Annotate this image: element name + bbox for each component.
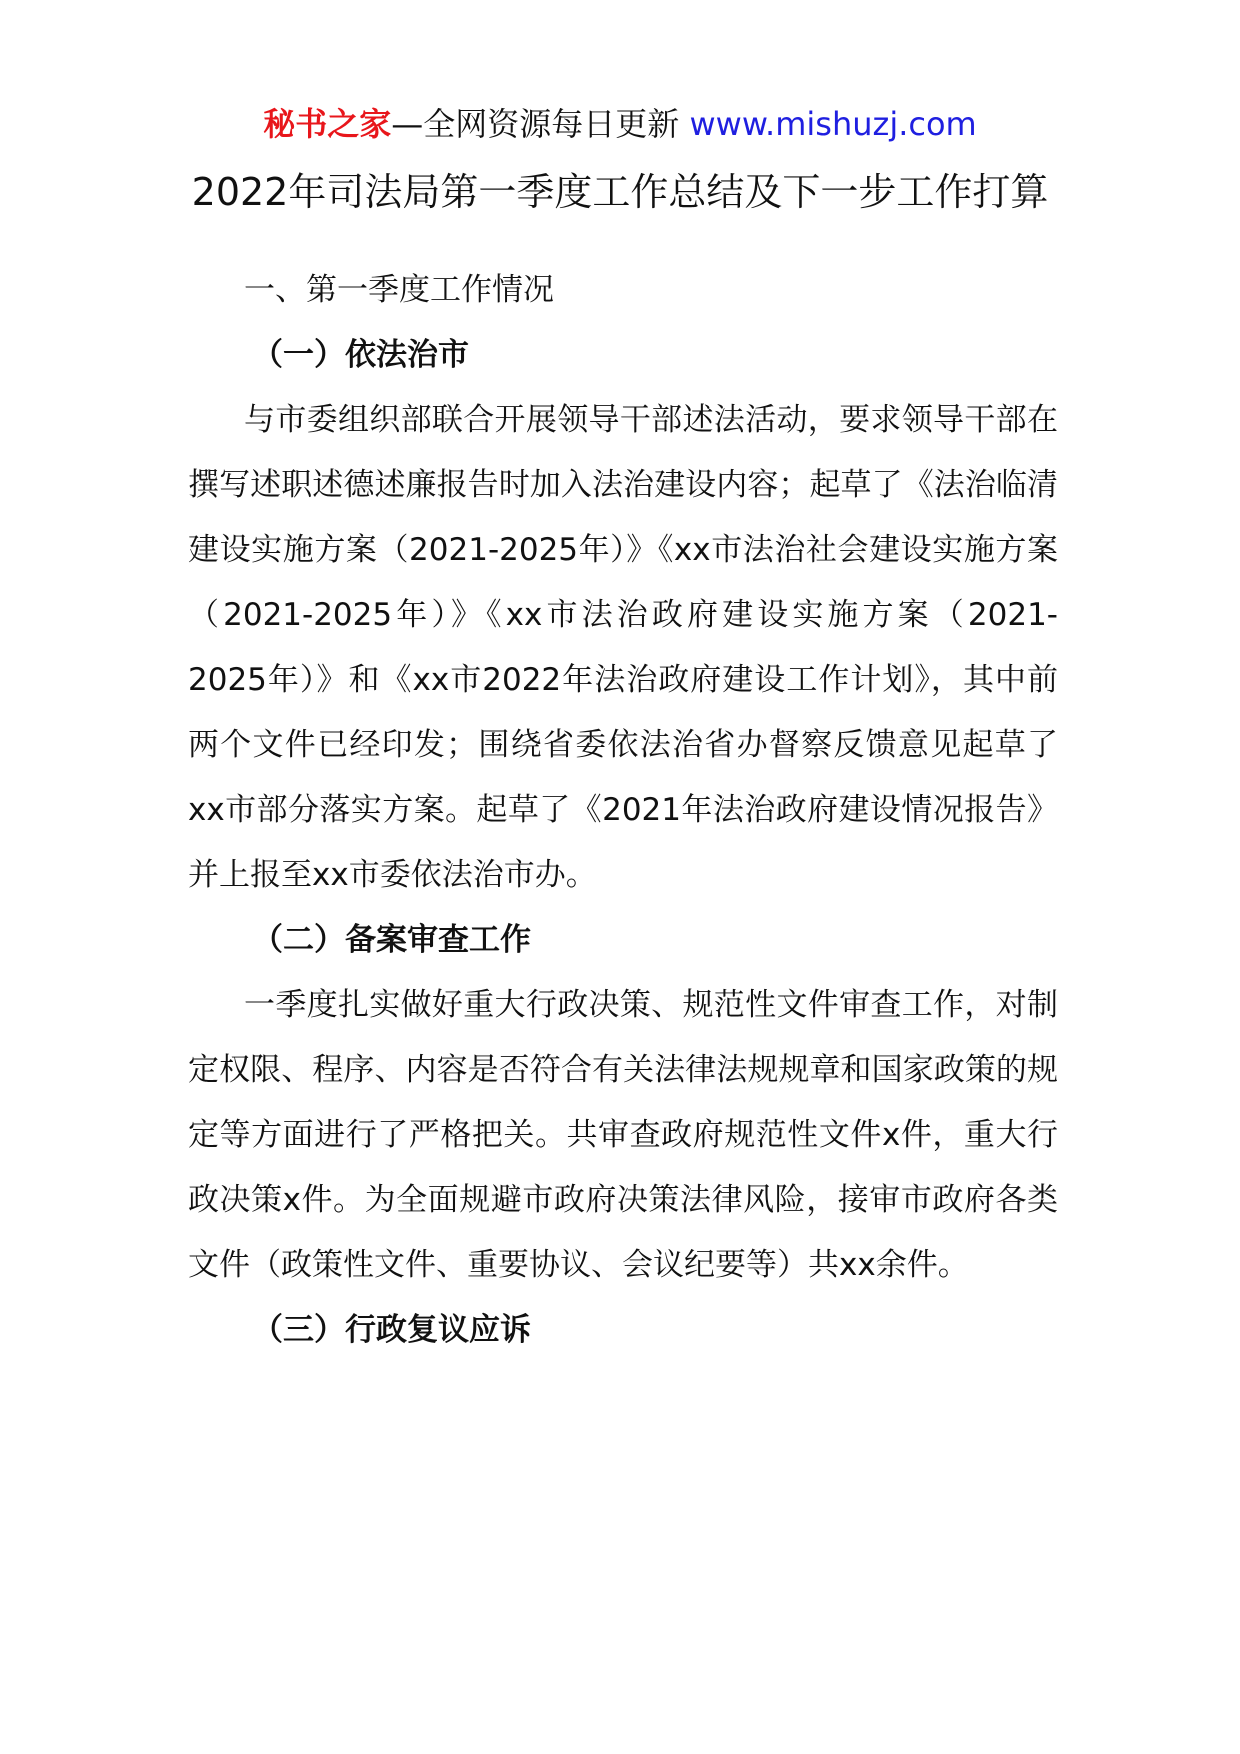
section-heading-1: 一、第一季度工作情况 [244,272,554,308]
document-body [188,258,1058,1363]
header-slogan: —全网资源每日更新 [391,105,680,143]
paragraph-2: 一季度扎实做好重大行政决策、规范性文件审查工作，对制定权限、程序、内容是否符合有关法律法规规章和国家政策的规定等方面进行了严格把关。共审查政府规范性文件x件，重大行政决策x件。为全面规避市政府决策法律风险，接审市政府各类文件（政策性文件、重要协议、会议纪要等）共xx余件。 [188,987,1058,1283]
paragraph-1: 与市委组织部联合开展领导干部述法活动，要求领导干部在撰写述职述德述廉报告时加入法治建设内容；起草了《法治临清建设实施方案（2021-2025年）》《xx市法治社会建设实施方案（2021-2025年）》《xx市法治政府建设实施方案（2021-2025年）》和《xx市2022年法治政府建设工作计划》，其中前两个文件已经印发；围绕省委依法治省办督察反馈意见起草了xx市部分落实方案。起草了《2021年法治政府建设情况报告》并上报至xx市委依法治市办。 [188,402,1058,893]
subsection-heading-1: （一）依法治市 [252,337,469,373]
subsection-heading-3: （三）行政复议应诉 [252,1312,531,1348]
site-url-link[interactable]: www.mishuzj.com [689,105,977,143]
subsection-heading-2: （二）备案审查工作 [252,922,531,958]
site-header [0,102,1240,146]
document-title: 2022年司法局第一季度工作总结及下一步工作打算 [191,170,1049,214]
brand-name: 秘书之家 [263,105,392,143]
